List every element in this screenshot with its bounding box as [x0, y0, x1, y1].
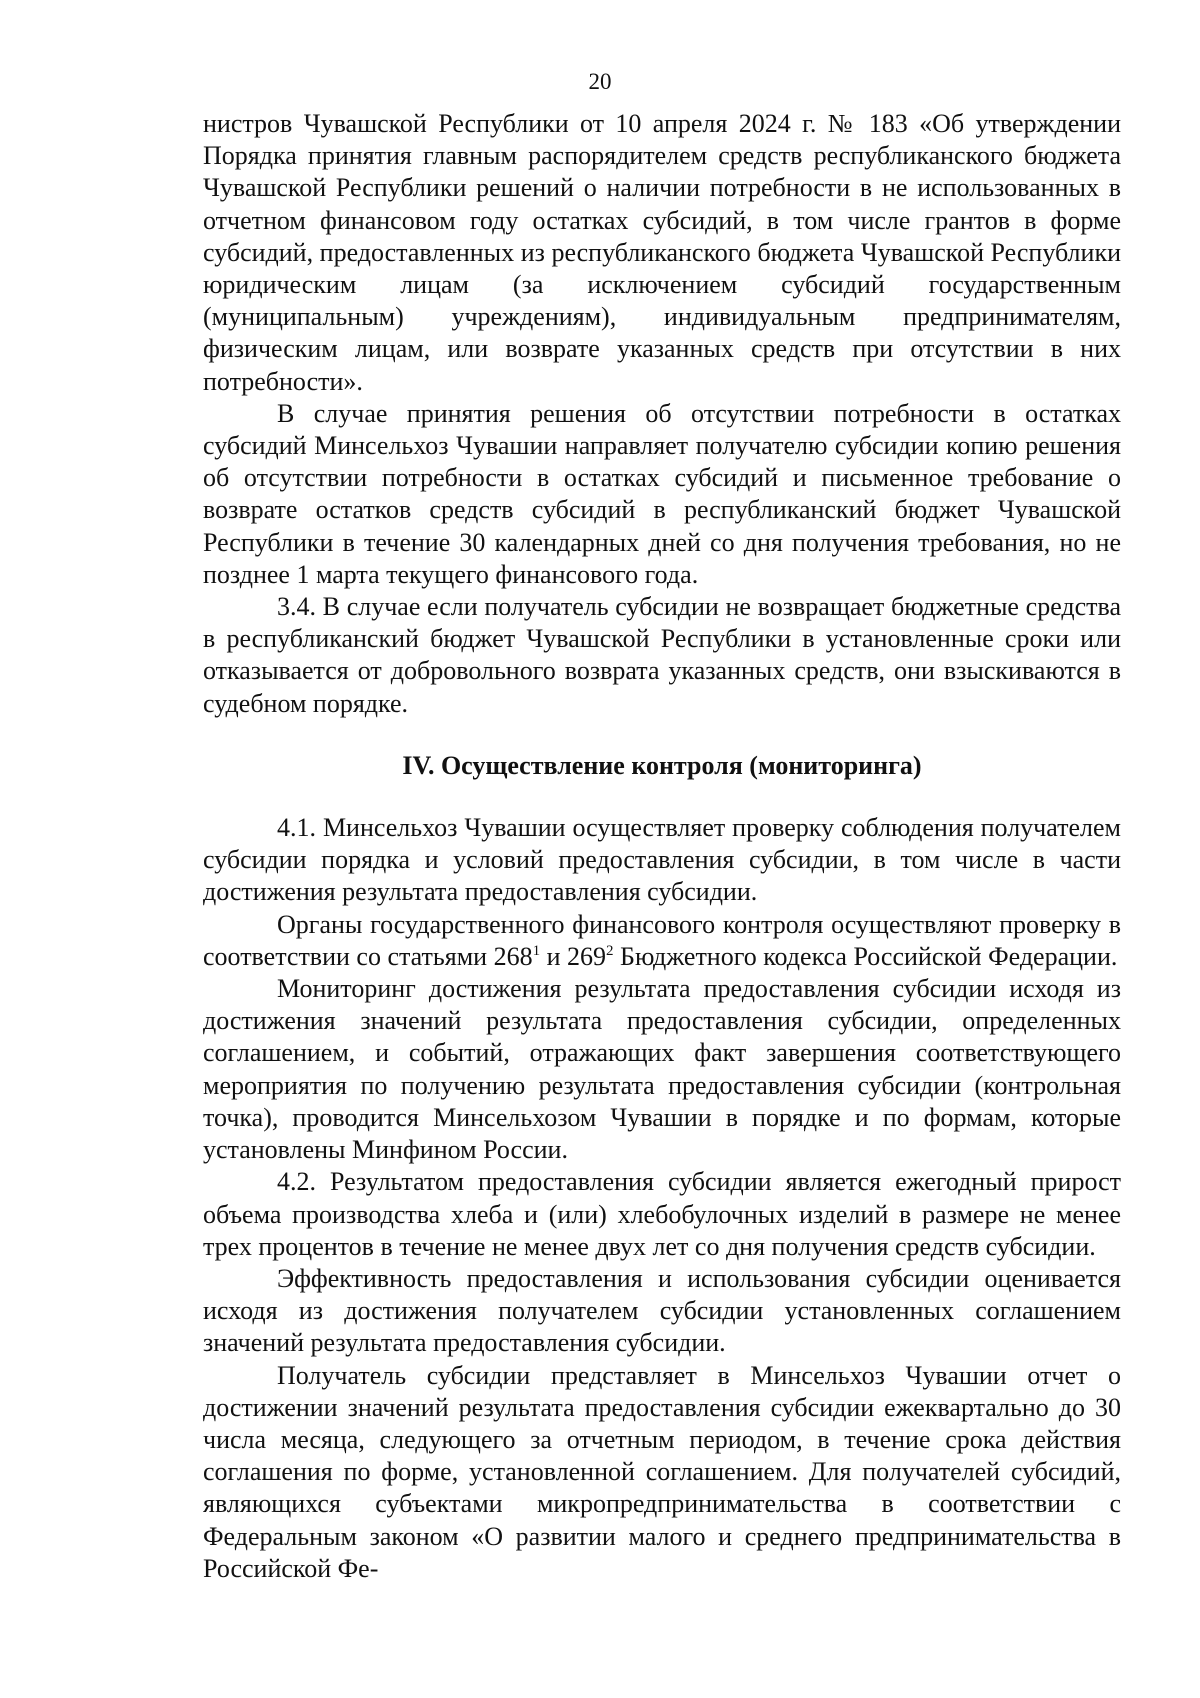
paragraph-efficiency: Эффективность предоставления и использования субсидии оценивается исходя из достижения получателем субсидии установленных соглашением значений результата предоставления субсидии.: [203, 1263, 1121, 1358]
paragraph-4-1: 4.1. Минсельхоз Чувашии осуществляет проверку соблюдения получателем субсидии порядка и условий предоставления субсидии, в том числе в части достижения результата предоставления субсидии.: [203, 813, 1121, 907]
paragraph-3-4: 3.4. В случае если получатель субсидии не возвращает бюджетные средства в республиканский бюджет Чувашской Республики в установленные сроки или отказывается от добровольного возврата указанных средств, они взыскиваются в судебном порядке.: [203, 592, 1121, 718]
paragraph-continuation: нистров Чувашской Республики от 10 апреля 2024 г. № 183 «Об утверждении Порядка принятия главным распорядителем средств республиканского бюджета Чувашской Республики решений о наличии потребности в не использованных в отчетном финансовом году остатках субсидий, в том числе грантов в форме субсидий, предоставленных из республиканского бюджета Чувашской Республики юридическим лицам (за исключением субсидий государственным (муниципальным) учреждениям), индивидуальным предпринимателям, физическим лицам, или возврате указанных средств при отсутствии в них потребности».: [203, 109, 1121, 396]
paragraph-refund-decision: В случае принятия решения об отсутствии потребности в остатках субсидий Минсельхоз Чувашии направляет получателю субсидии копию решения об отсутствии потребности в остатках субсидий и письменное требование о возврате остатков средств субсидий в республиканский бюджет Чувашской Республики в течение 30 календарных дней со дня получения требования, но не позднее 1 марта текущего финансового года.: [203, 398, 1121, 589]
control-text-before: Органы государственного финансового контроля осуществляют проверку в соответствии со статьями 268: [203, 909, 1121, 971]
section-heading: IV. Осуществление контроля (мониторинга): [402, 750, 922, 780]
footnote-superscript-1: 1: [532, 942, 541, 959]
footnote-superscript-2: 2: [606, 942, 614, 959]
document-body: [203, 108, 1121, 1585]
paragraph-4-2: 4.2. Результатом предоставления субсидии является ежегодный прирост объема производства хлеба и (или) хлебобулочных изделий в размере не менее трех процентов в течение не менее двух лет со дня получения средств субсидии.: [203, 1167, 1121, 1261]
paragraph-report: Получатель субсидии представляет в Минсельхоз Чувашии отчет о достижении значений результата предоставления субсидии ежеквартально до 30 числа месяца, следующего за отчетным периодом, в течение срока действия соглашения по форме, установленной соглашением. Для получателей субсидий, являющихся субъектами микропредпринимательства в соответствии с Федеральным законом «О развитии малого и среднего предпринимательства в Российской Фе-: [203, 1360, 1121, 1583]
paragraph-financial-control: [203, 909, 1121, 973]
paragraph-monitoring: Мониторинг достижения результата предоставления субсидии исходя из достижения значений результата предоставления субсидии, определенных соглашением, и событий, отражающих факт завершения соответствующего мероприятия по получению результата предоставления субсидии (контрольная точка), проводится Минсельхозом Чувашии в порядке и по формам, которые установлены Минфином России.: [203, 974, 1121, 1165]
page-number: 20: [588, 69, 612, 94]
control-text-middle: и 269: [540, 941, 607, 971]
control-text-after: Бюджетного кодекса Российской Федерации.: [613, 941, 1118, 971]
